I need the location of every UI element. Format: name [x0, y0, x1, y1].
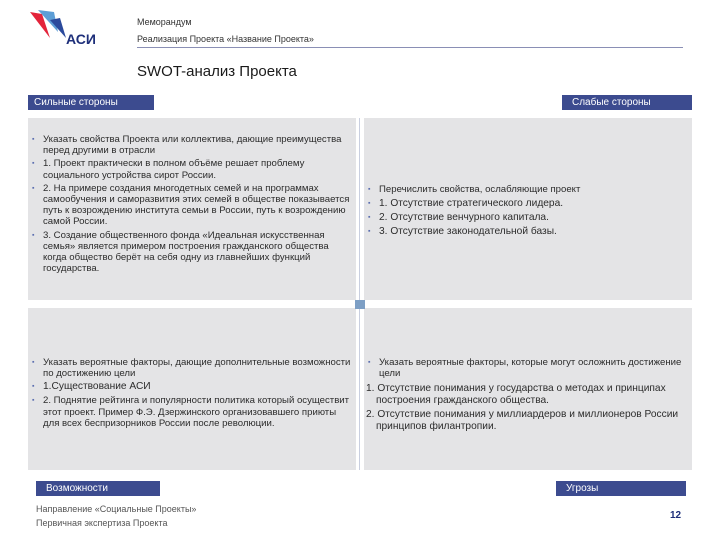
opportunities-label-bar [36, 481, 160, 496]
list-item: ▪ 1. Отсутствие стратегического лидера. [366, 198, 686, 210]
divider-vertical-top [359, 118, 360, 300]
threats-label-bar [556, 481, 686, 496]
header-divider [137, 47, 683, 48]
footer-direction: Направление «Социальные Проекты» [36, 504, 197, 514]
list-item: ▪ Указать свойства Проекта или коллектива, дающие преимущества перед другими в отрасли [30, 134, 352, 156]
threats-label: Угрозы [566, 483, 599, 494]
strengths-label: Сильные стороны [34, 97, 118, 108]
list-item: ▪ Указать вероятные факторы, дающие дополнительные возможности по достижению цели [30, 357, 352, 379]
asi-logo [28, 8, 128, 54]
opportunities-content [30, 357, 352, 431]
threats-content [366, 357, 686, 435]
logo-text: АСИ [66, 31, 96, 47]
list-item: ▪ 3. Отсутствие законодательной базы. [366, 226, 686, 238]
strengths-content [30, 134, 352, 276]
threat-item: 2. Отсутствие понимания у миллиардеров и миллионеров России принципов филантропии. [366, 409, 679, 433]
divider-vertical-bottom [359, 309, 360, 470]
list-item: ▪ 2. На примере создания многодетных семей и на программах самообучения и саморазвития этих семей в обществе показывается путь к возрождению института семьи в России, путь к возрождению самой России. [30, 183, 352, 228]
list-item: ▪ 1. Проект практически в полном объёме решает проблему социального устройства сирот России. [30, 158, 352, 180]
footer-expertise: Первичная экспертиза Проекта [36, 518, 168, 528]
list-item: ▪ Указать вероятные факторы, которые могут осложнить достижение цели [366, 357, 686, 379]
opportunities-label: Возможности [46, 483, 108, 494]
list-item: ▪ 2. Поднятие рейтинга и популярности политика который осуществит этот проект. Пример Ф.Э. Дзержинского организовавшего приюты для всех беспризорников России после революции. [30, 395, 352, 429]
list-item: ▪ 1.Существование АСИ [30, 381, 352, 393]
weaknesses-content [366, 184, 686, 240]
strengths-label-bar [28, 95, 154, 110]
weaknesses-label-bar [562, 95, 692, 110]
asi-logo-mark [28, 8, 128, 54]
project-subtitle: Реализация Проекта «Название Проекта» [137, 34, 314, 44]
center-marker [355, 300, 365, 309]
weaknesses-label: Слабые стороны [572, 97, 651, 108]
memo-label: Меморандум [137, 17, 192, 27]
list-item: ▪ 2. Отсутствие венчурного капитала. [366, 212, 686, 224]
list-item: ▪ 3. Создание общественного фонда «Идеальная искусственная семья» является примером построения гражданского общества когда общество берёт на себя одну из главнейших функций государства. [30, 230, 352, 275]
list-item: ▪ Перечислить свойства, ослабляющие проект [366, 184, 686, 196]
threat-item: 1. Отсутствие понимания у государства о методах и принципах построения гражданского общества. [366, 383, 666, 407]
page-title: SWOT-анализ Проекта [137, 63, 297, 80]
page-number: 12 [670, 510, 682, 521]
